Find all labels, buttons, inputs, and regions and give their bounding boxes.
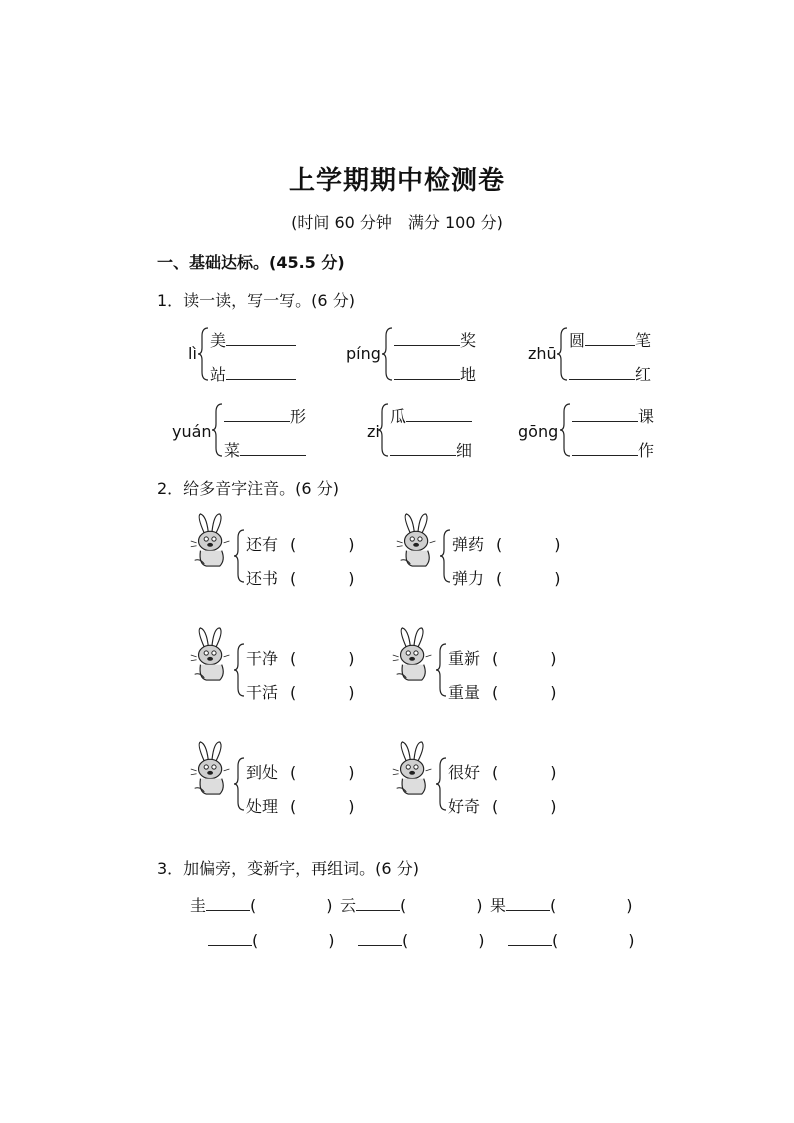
section-heading: 一、基础达标。(45.5 分) [157,253,345,272]
page-title: 上学期期中检测卷 [288,166,505,196]
paren-open: ( [290,763,297,782]
exam-info: (时间 60 分钟 满分 100 分) [291,213,503,232]
pinyin-label: yuán [172,422,212,441]
polyphone-item [448,794,557,817]
polyphone-word: 重新 [448,649,481,668]
paren-open: ( [492,683,499,702]
paren-open: ( [496,535,503,554]
radical-row: 果 ( ) [490,896,633,915]
word-cell: 作 [572,438,654,461]
polyphone-item [246,760,355,783]
brace-icon [440,528,452,584]
paren-close: ) [348,649,355,668]
pinyin-label: lì [188,344,197,363]
paren-close: ) [550,683,557,702]
paren-close: ) [554,535,561,554]
polyphone-word: 还书 [246,569,279,588]
polyphone-item [448,680,557,703]
pinyin-label: zhū [528,344,557,363]
paren-close: ) [554,569,561,588]
polyphone-word: 到处 [246,763,279,782]
polyphone-word: 弹力 [452,569,485,588]
word-cell: 地 [394,362,476,385]
paren-close: ) [348,569,355,588]
word-cell: 课 [572,404,654,427]
brace-icon [378,402,390,458]
word-cell: 圆 笔 [569,331,652,350]
word-cell: 形 [224,404,306,427]
polyphone-item [246,794,355,817]
paren-close: ) [348,797,355,816]
polyphone-item [246,646,355,669]
polyphone-word: 干净 [246,649,279,668]
word-cell: 细 [390,438,472,461]
brace-icon [557,326,569,382]
polyphone-item [246,566,355,589]
polyphone-item [452,566,561,589]
polyphone-word: 很好 [448,763,481,782]
polyphone-word: 干活 [246,683,279,702]
polyphone-item [246,680,355,703]
rabbit-icon [392,626,438,682]
brace-icon [234,756,246,812]
paren-close: ) [550,649,557,668]
paren-open: ( [492,797,499,816]
polyphone-item [452,532,561,555]
radical-row: ( ) [208,931,335,950]
polyphone-word: 好奇 [448,797,481,816]
brace-icon [436,756,448,812]
word-cell: 奖 [394,328,476,351]
paren-open: ( [290,797,297,816]
rabbit-icon [190,512,236,568]
word-cell: 美 [210,328,296,351]
radical-row: 云 ( ) [340,896,483,915]
question-1-label: 1．读一读，写一写。(6 分) [157,291,355,310]
word-cell: 站 [210,362,296,385]
paren-open: ( [290,535,297,554]
paren-close: ) [348,535,355,554]
paren-close: ) [348,763,355,782]
paren-open: ( [492,649,499,668]
question-3-label: 3．加偏旁，变新字，再组词。(6 分) [157,859,419,878]
polyphone-word: 处理 [246,797,279,816]
brace-icon [212,402,224,458]
rabbit-icon [396,512,442,568]
brace-icon [560,402,572,458]
polyphone-word: 重量 [448,683,481,702]
word-cell: 菜 [224,438,306,461]
brace-icon [234,528,246,584]
brace-icon [382,326,394,382]
polyphone-item [246,532,355,555]
rabbit-icon [190,626,236,682]
paren-open: ( [496,569,503,588]
brace-icon [234,642,246,698]
paren-open: ( [290,683,297,702]
word-cell: 红 [569,362,651,385]
polyphone-item [448,646,557,669]
brace-icon [436,642,448,698]
polyphone-word: 还有 [246,535,279,554]
brace-icon [198,326,210,382]
polyphone-word: 弹药 [452,535,485,554]
paren-open: ( [492,763,499,782]
radical-row: 圭 ( ) [190,896,333,915]
polyphone-item [448,760,557,783]
pinyin-label: gōng [518,422,559,441]
rabbit-icon [190,740,236,796]
pinyin-label: píng [346,344,381,363]
paren-close: ) [550,763,557,782]
radical-row: ( ) [508,931,635,950]
word-cell: 瓜 [390,404,472,427]
rabbit-icon [392,740,438,796]
radical-row: ( ) [358,931,485,950]
paren-open: ( [290,569,297,588]
paren-close: ) [348,683,355,702]
question-2-label: 2．给多音字注音。(6 分) [157,479,339,498]
pinyin-label: zi [367,422,380,441]
paren-open: ( [290,649,297,668]
paren-close: ) [550,797,557,816]
